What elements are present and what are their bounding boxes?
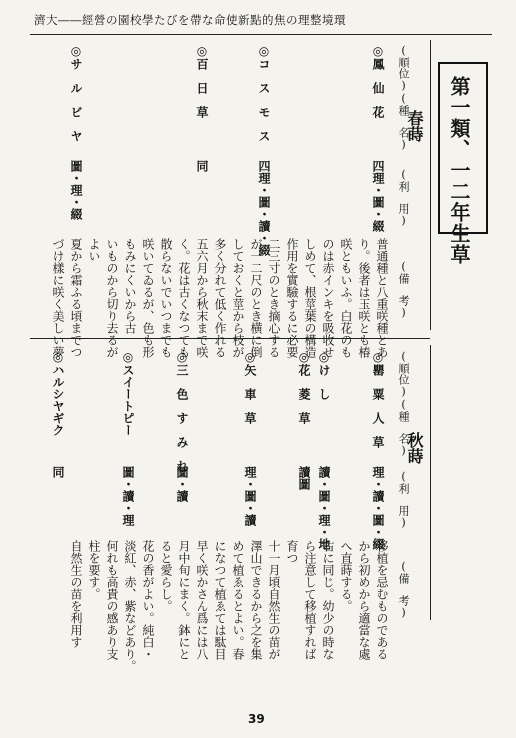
plant-use: 圖・讀 bbox=[175, 466, 189, 502]
note-line: へ直蒔する。 bbox=[339, 540, 353, 612]
note-line: 早く咲かさん爲には八 bbox=[195, 540, 209, 660]
note-line: 花の香がよい。純白・ bbox=[141, 540, 155, 660]
note-line: 普通種と八重咲種とあ bbox=[375, 238, 389, 358]
note-line: ると愛らし。 bbox=[159, 540, 173, 612]
plant-name: ◎ハルシヤギク bbox=[51, 350, 65, 436]
plant-name: ◎矢 車 草 bbox=[243, 350, 257, 424]
autumn-col-header-name: (順位)(種 名) bbox=[397, 350, 410, 457]
plant-name: ◎サ ル ビ ヤ bbox=[69, 44, 83, 142]
plant-name: ◎スイートピー bbox=[121, 350, 135, 436]
note-line: ら注意して移植すれば bbox=[303, 540, 317, 660]
autumn-heading: 秋蒔 bbox=[405, 432, 424, 464]
note-line: く。花は古くなつても bbox=[177, 238, 191, 358]
plant-name: ◎三 色 す み れ bbox=[175, 350, 189, 472]
note-line: めて植ゑるとよい。春 bbox=[231, 540, 245, 660]
note-line: しめて、根莖葉の構造 bbox=[303, 238, 317, 358]
note-line: 澤山できるから之を集 bbox=[249, 540, 263, 660]
running-header: 濟大――經營の園校學たびを帶な命使新點的焦の理整境環 bbox=[34, 13, 346, 27]
autumn-col-header-notes: (備 考) bbox=[397, 560, 410, 619]
spring-col-header-notes: (備 考) bbox=[397, 260, 410, 319]
plant-name: ◎コ ス モ ス bbox=[257, 44, 271, 142]
note-line: が一二尺のとき横に倒 bbox=[249, 238, 263, 358]
note-line: り。後者は玉咲とも椿 bbox=[357, 238, 371, 358]
plant-name: ◎花 菱 草 bbox=[297, 350, 311, 424]
spring-heading: 春蒔 bbox=[405, 110, 424, 142]
note-line: 五六月から秋末まで咲 bbox=[195, 238, 209, 358]
plant-use: 理・圖・讀 bbox=[243, 466, 257, 526]
note-line: しておくと莖から枝が bbox=[231, 238, 245, 358]
plant-use: 四理・圖・綴 bbox=[371, 160, 385, 232]
note-line: 咲ともいふ。白花のも bbox=[339, 238, 353, 358]
plant-name: ◎百 日 草 bbox=[195, 44, 209, 118]
note-line: 散らないでいつまでも bbox=[159, 238, 173, 358]
note-line: 多く分れて低く作れる bbox=[213, 238, 227, 358]
note-line: 十一月頃自然生の苗が bbox=[267, 540, 281, 660]
note-line: 右に同じ。幼少の時な bbox=[321, 540, 335, 660]
note-line: 自然生の苗を利用す bbox=[69, 540, 83, 648]
plant-use: 讀・圖・理・地 bbox=[317, 466, 331, 550]
note-line: になつて植ゑては駄目 bbox=[213, 540, 227, 660]
spring-divider bbox=[430, 40, 431, 330]
plant-name: ◎鳳 仙 花 bbox=[371, 44, 385, 118]
plant-use: 四理・圖・讀・綴 bbox=[257, 160, 271, 256]
page-number: 39 bbox=[248, 712, 265, 726]
note-line: から初めから適當な處 bbox=[357, 540, 371, 660]
note-line: 作用を實驗するに必要 bbox=[285, 238, 299, 358]
note-line: 育つ bbox=[285, 540, 299, 564]
top-rule bbox=[30, 34, 492, 35]
note-line: のは赤インキを吸收せ bbox=[321, 238, 335, 358]
spring-col-header-use: (利 用) bbox=[397, 168, 410, 227]
note-line: 何れも高貴の感あり支 bbox=[105, 540, 119, 660]
note-line: 淡紅、赤、紫などあり。 bbox=[123, 540, 137, 672]
plant-use: 讀圖 bbox=[297, 466, 311, 490]
note-line: いものから切り去るが bbox=[105, 238, 119, 358]
plant-name: ◎罌 粟 人 草 bbox=[371, 350, 385, 448]
note-line: 月中旬にまく。鉢にと bbox=[177, 540, 191, 660]
autumn-col-header-use: (利 用) bbox=[397, 470, 410, 529]
note-line: 二三寸のとき摘心する bbox=[267, 238, 281, 358]
note-line: づけ樣に咲く美しい夢 bbox=[51, 238, 65, 358]
plant-use: 圖・理・綴 bbox=[69, 160, 83, 220]
plant-use: 理・讀・圖・綴 bbox=[371, 466, 385, 550]
plant-use: 圖・讀・理 bbox=[121, 466, 135, 526]
note-line: 柱を要す。 bbox=[87, 540, 101, 600]
note-line: もみにくいから古 bbox=[123, 238, 137, 334]
spring-col-header-name: (順位)(種 名) bbox=[397, 44, 410, 151]
plant-use: 同 bbox=[195, 160, 209, 172]
section-title: 第一類、一二年生草 bbox=[447, 76, 471, 265]
plant-use: 同 bbox=[51, 466, 65, 478]
autumn-divider bbox=[430, 345, 431, 620]
note-line: 夏から霜ふる頃までつ bbox=[69, 238, 83, 358]
note-line: 咲いてゐるが、色も形 bbox=[141, 238, 155, 358]
plant-name: ◎け し bbox=[317, 350, 331, 400]
note-line: 移植を忌むものである bbox=[375, 540, 389, 660]
note-line: よい bbox=[87, 238, 101, 262]
